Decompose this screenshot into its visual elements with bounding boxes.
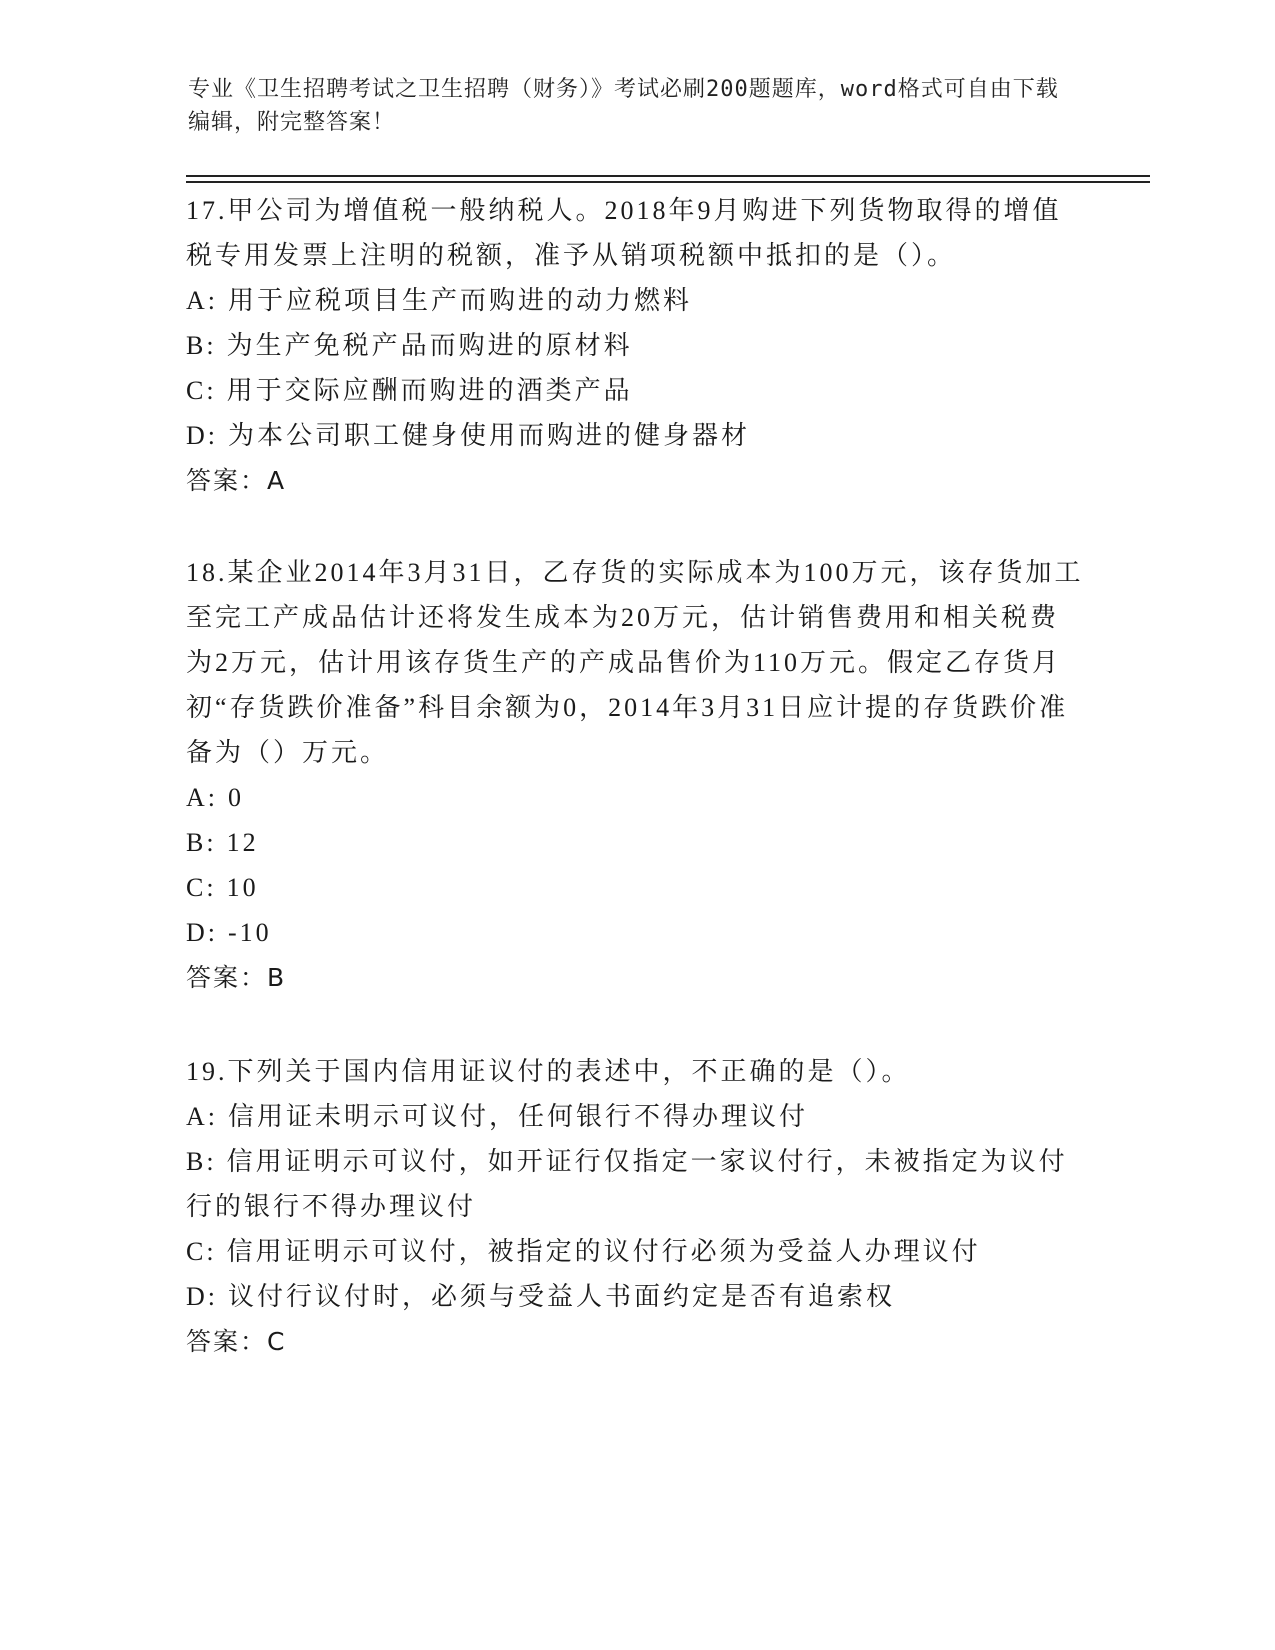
answer-line: 答案：C xyxy=(186,1327,287,1356)
answer-line: 答案：A xyxy=(186,466,287,495)
option-d xyxy=(186,910,1086,955)
option-c xyxy=(186,865,1086,910)
option-c xyxy=(186,1229,1086,1274)
option-text: 为本公司职工健身使用而购进的健身器材 xyxy=(228,421,751,450)
question-stem: 17.甲公司为增值税一般纳税人。2018年9月购进下列货物取得的增值税专用发票上注明的税额，准予从销项税额中抵扣的是（）。 xyxy=(186,196,1062,270)
option-b xyxy=(186,1139,1086,1229)
header-divider-bottom xyxy=(186,181,1150,183)
option-b xyxy=(186,323,1086,368)
document-header: 专业《卫生招聘考试之卫生招聘（财务）》考试必刷200题题库，word格式可自由下载编辑，附完整答案！ xyxy=(188,77,1059,135)
option-key: A: xyxy=(186,1102,218,1131)
option-c xyxy=(186,368,1086,413)
option-text: 信用证明示可议付，被指定的议付行必须为受益人办理议付 xyxy=(226,1237,981,1266)
question-17 xyxy=(186,188,1086,503)
option-key: A: xyxy=(186,286,218,315)
question-stem: 19.下列关于国内信用证议付的表述中，不正确的是（）。 xyxy=(186,1057,911,1086)
option-key: B: xyxy=(186,828,217,857)
option-key: C: xyxy=(186,873,217,902)
option-b xyxy=(186,820,1086,865)
option-d xyxy=(186,1274,1086,1319)
option-key: B: xyxy=(186,1147,217,1176)
option-key: D: xyxy=(186,1282,218,1311)
option-text: 信用证明示可议付，如开证行仅指定一家议付行，未被指定为议付行的银行不得办理议付 xyxy=(186,1147,1068,1221)
option-text: 用于交际应酬而购进的酒类产品 xyxy=(226,376,633,405)
option-key: D: xyxy=(186,918,218,947)
option-text: 为生产免税产品而购进的原材料 xyxy=(226,331,633,360)
option-key: A: xyxy=(186,783,218,812)
option-key: B: xyxy=(186,331,217,360)
option-a xyxy=(186,278,1086,323)
option-a xyxy=(186,1094,1086,1139)
option-text: 议付行议付时，必须与受益人书面约定是否有追索权 xyxy=(228,1282,896,1311)
option-text: 10 xyxy=(226,873,259,902)
option-d xyxy=(186,413,1086,458)
option-key: D: xyxy=(186,421,218,450)
option-a xyxy=(186,775,1086,820)
option-text: 12 xyxy=(226,828,259,857)
header-divider-top xyxy=(186,175,1150,177)
answer-line: 答案：B xyxy=(186,963,287,992)
option-text: 信用证未明示可议付，任何银行不得办理议付 xyxy=(228,1102,809,1131)
option-text: -10 xyxy=(228,918,272,947)
question-stem: 18.某企业2014年3月31日，乙存货的实际成本为100万元，该存货加工至完工产成品估计还将发生成本为20万元，估计销售费用和相关税费为2万元，估计用该存货生产的产成品售价为110万元。假定乙存货月初“存货跌价准备”科目余额为0，2014年3月31日应计提的存货跌价准备为（）万元。 xyxy=(186,558,1084,767)
option-key: C: xyxy=(186,376,217,405)
option-key: C: xyxy=(186,1237,217,1266)
question-18 xyxy=(186,550,1086,1000)
question-19 xyxy=(186,1049,1086,1364)
option-text: 用于应税项目生产而购进的动力燃料 xyxy=(228,286,693,315)
option-text: 0 xyxy=(228,783,244,812)
